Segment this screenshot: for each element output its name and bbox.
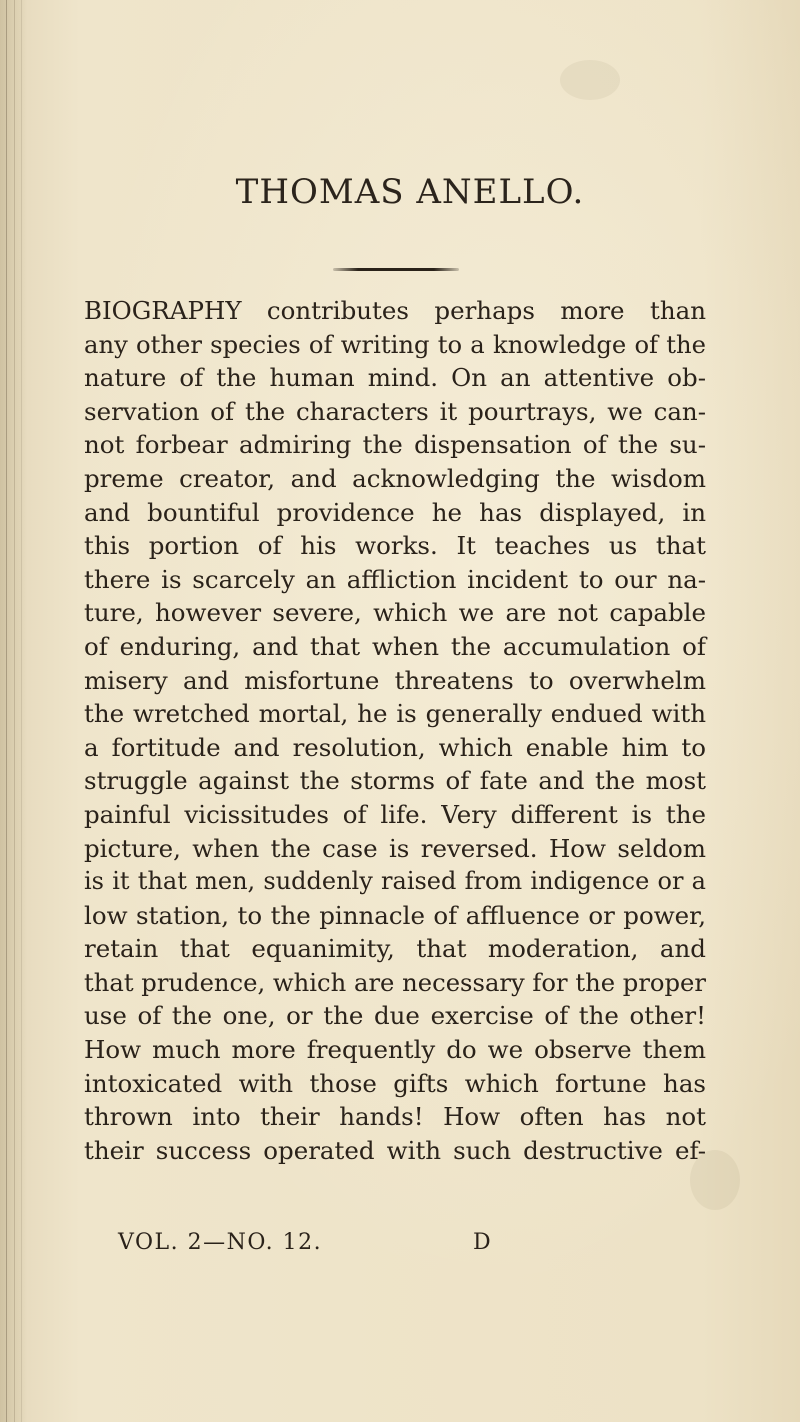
page-title: THOMAS ANELLO. <box>235 172 585 212</box>
text-line: is it that men, suddenly raised from indigence or a <box>84 867 706 896</box>
text-line: and bountiful providence he has displayed, in <box>84 497 706 527</box>
text-line: this portion of his works. It teaches us that <box>84 531 706 561</box>
volume-number: VOL. 2—NO. 12. <box>118 1230 323 1255</box>
text-line: How much more frequently do we observe them <box>84 1035 706 1065</box>
gutter-line <box>14 0 15 1422</box>
page-footer <box>118 1230 538 1255</box>
text-line: use of the one, or the due exercise of the other! <box>84 1001 706 1031</box>
gutter-line <box>21 0 22 1422</box>
text-line: misery and misfortune threatens to overwhelm <box>84 665 706 695</box>
text-line: nature of the human mind. On an attentive ob- <box>84 363 706 393</box>
title-rule <box>333 268 459 271</box>
body-paragraph <box>84 294 706 1167</box>
gutter-line <box>6 0 7 1422</box>
text-line: servation of the characters it pourtrays, we can- <box>84 396 706 426</box>
text-line: ture, however severe, which we are not capable <box>84 598 706 628</box>
binding-gutter <box>0 0 26 1422</box>
text-line: their success operated with such destructive ef- <box>84 1135 706 1165</box>
text-line: thrown into their hands! How often has not <box>84 1102 706 1132</box>
text-line: struggle against the storms of fate and the most <box>84 766 706 796</box>
signature-mark: D <box>473 1230 493 1255</box>
text-line: of enduring, and that when the accumulation of <box>84 631 706 661</box>
text-line: not forbear admiring the dispensation of the su- <box>84 430 706 460</box>
text-line: there is scarcely an affliction incident to our na- <box>84 564 706 594</box>
text-line: picture, when the case is reversed. How seldom <box>84 833 706 863</box>
text-line: a fortitude and resolution, which enable him to <box>84 732 706 762</box>
text-line: that prudence, which are necessary for the proper <box>84 967 706 997</box>
paper-stain <box>560 60 620 100</box>
text-line: preme creator, and acknowledging the wisdom <box>84 463 706 493</box>
text-line: BIOGRAPHY contributes perhaps more than <box>84 296 706 325</box>
text-line: retain that equanimity, that moderation, and <box>84 934 706 964</box>
text-line: the wretched mortal, he is generally endued with <box>84 699 706 729</box>
text-line: any other species of writing to a knowledge of the <box>84 329 706 359</box>
text-line: intoxicated with those gifts which fortune has <box>84 1068 706 1098</box>
text-line: painful vicissitudes of life. Very different is the <box>84 799 706 829</box>
text-line: low station, to the pinnacle of affluence or power, <box>84 900 706 930</box>
